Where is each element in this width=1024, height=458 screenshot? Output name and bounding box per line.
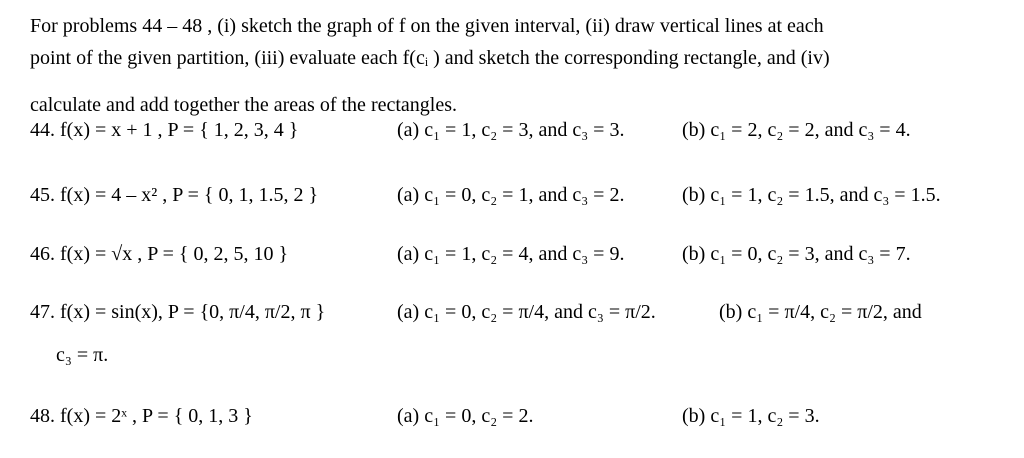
problem-45-part-a: (a) c₁ = 0, c₂ = 1, and c₃ = 2. [397,184,625,206]
problem-46-function: 46. f(x) = √x , P = { 0, 2, 5, 10 } [30,243,289,265]
problem-44-part-b: (b) c₁ = 2, c₂ = 2, and c₃ = 4. [682,119,911,141]
problem-47-part-a: (a) c₁ = 0, c₂ = π/4, and c₃ = π/2. [397,301,656,323]
problem-47-part-b: (b) c₁ = π/4, c₂ = π/2, and [719,301,922,323]
problem-46-part-b: (b) c₁ = 0, c₂ = 3, and c₃ = 7. [682,243,911,265]
problem-45-part-b: (b) c₁ = 1, c₂ = 1.5, and c₃ = 1.5. [682,184,941,206]
problem-47-continuation: c₃ = π. [56,344,109,366]
problem-48-part-a: (a) c₁ = 0, c₂ = 2. [397,405,534,427]
problem-44-part-a: (a) c₁ = 1, c₂ = 3, and c₃ = 3. [397,119,625,141]
problem-46-part-a: (a) c₁ = 1, c₂ = 4, and c₃ = 9. [397,243,625,265]
problem-48-part-b: (b) c₁ = 1, c₂ = 3. [682,405,820,427]
problem-45-function: 45. f(x) = 4 – x² , P = { 0, 1, 1.5, 2 } [30,184,319,206]
intro-line-2: point of the given partition, (iii) evaluate each f(cᵢ ) and sketch the corresponding rectangle, and (iv) [30,47,830,69]
problem-48-function: 48. f(x) = 2ˣ , P = { 0, 1, 3 } [30,405,253,427]
intro-line-1: For problems 44 – 48 , (i) sketch the graph of f on the given interval, (ii) draw vertical lines at each [30,15,824,37]
problem-44-function: 44. f(x) = x + 1 , P = { 1, 2, 3, 4 } [30,119,299,141]
intro-line-3: calculate and add together the areas of the rectangles. [30,94,458,116]
problem-47-function: 47. f(x) = sin(x), P = {0, π/4, π/2, π } [30,301,326,323]
